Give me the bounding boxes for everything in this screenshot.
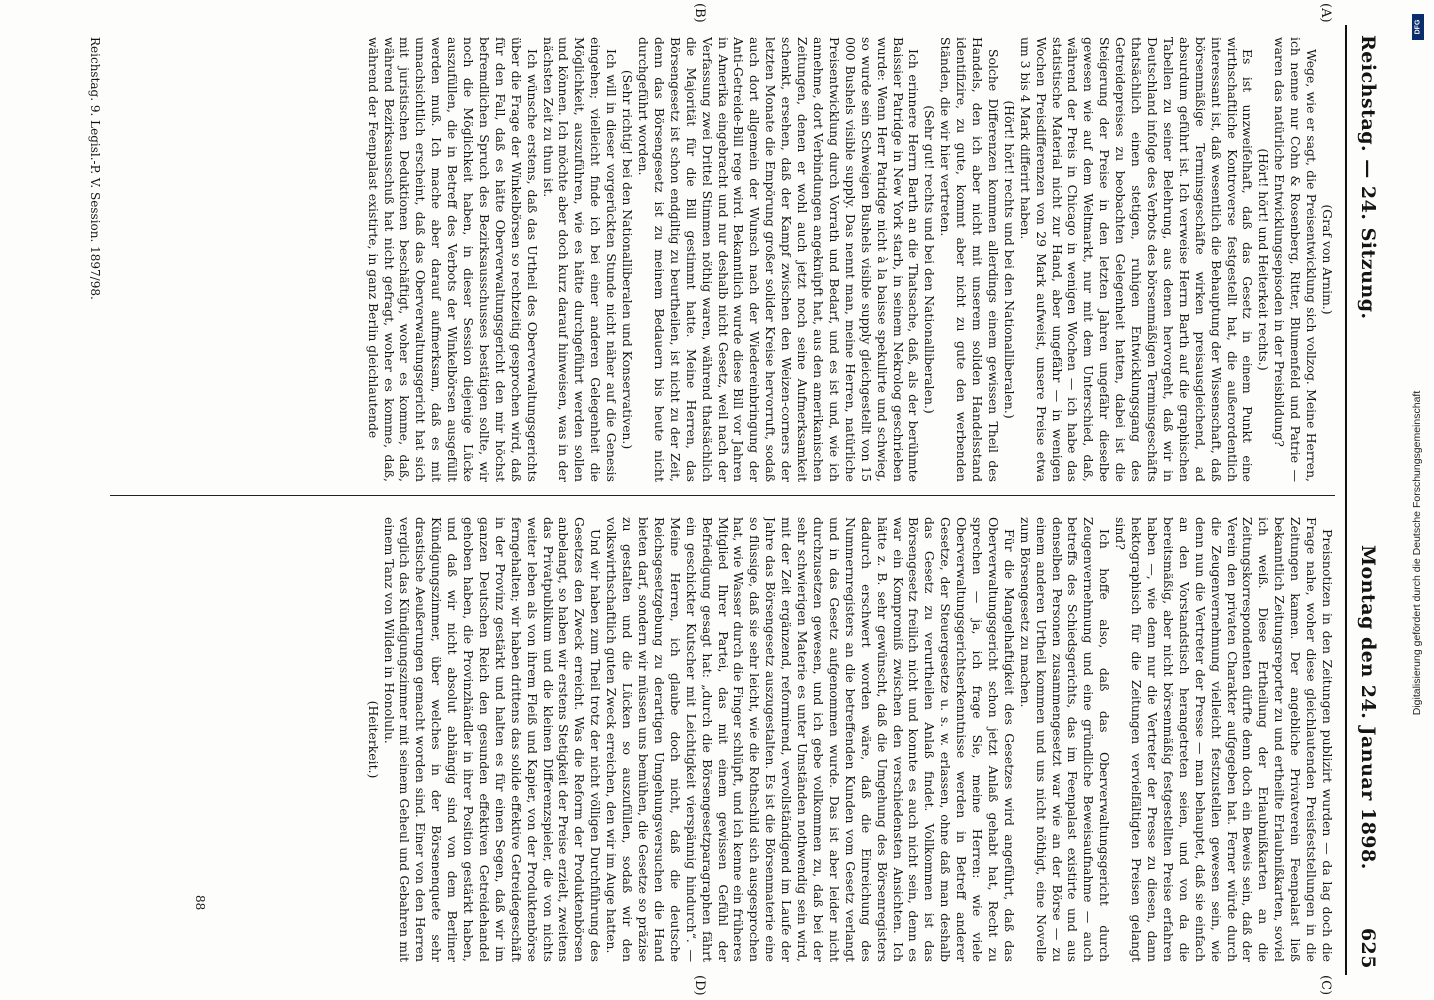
right-interjection: (Heiterkeit.)	[365, 700, 381, 779]
left-interjection: (Graf von Arnim.)	[1320, 204, 1335, 315]
left-paragraph: Solche Differenzen kommen allerdings einem gewissen Theil des Handels, den ich aber nicht mit unserem soliden Handelsstand identifizire, zu gute, kommt aber nicht zu gute den werbenden Ständen, die wir hier vertreten.	[938, 37, 1001, 482]
rotated-document	[27, 3, 1407, 996]
margin-marker-d: (D)	[692, 975, 707, 996]
right-paragraph: Und wir haben zum Theil trotz der nicht völligen Durchführung des Gesetzes den Zweck erreicht. Was die Reform der Produktenbörsen anbelangt, so haben wir erstens Stetigkeit der Preise erzielt, zweitens das Privatpublikum und die kleinen Differenzspieler, die von nichts weiter leben als von ihrem Fleiß und Kapier, von der Produktenbörse ferngehalten; wir haben drittens das solide effektive Getreidegeschäft in der Provinz gestärkt und halten es für einen Segen, daß wir im ganzen Deutschen Reich den gesunden effektiven Getreidehandel gehoben haben, die Provinzhändler in ihrer Position gestärkt haben, und daß wir nicht absolut abhängig sind von dem Berliner Kündigungszimmer, über welches in der Börsenenquete sehr drastische Aeußerungen gemacht worden sind. Einer von den Herren verglich das Kündigungszimmer mit seinem Geheul und Gebahren mit einem Tanz von Wilden in Honolulu.	[381, 517, 604, 962]
page-number: 625	[1357, 927, 1379, 969]
right-paragraph: Für die Mangelhaftigkeit des Gesetzes wird angeführt, daß das Oberverwaltungsgericht schon jetzt Anlaß gehabt hat, Recht zu sprechen — ja, ich frage Sie, meine Herren: wie viele Oberverwaltungsgerichtserkenntnisse werden in Betreff anderer Gesetze, der Steuergesetze u. s. w. erlassen, ohne daß man deshalb das Gesetz zu verurtheilen Anlaß findet. Vollkommen ist das Börsengesetz freilich nicht und konnte es auch nicht sein, denn es war ein Kompromiß zwischen den verschiedensten Ansichten. Ich hätte z. B. sehr gewünscht, daß die Umgehung des Börsenregisters dadurch erschwert worden wäre, daß die Einreichung des Nummernregisters an die betreffenden Kunden vom Gesetz verlangt und in das Gesetz aufgenommen wurde. Das ist aber leider nicht durchzusetzen gewesen, und ich gebe vollkommen zu, daß bei der sehr schwierigen Materie es unter Umständen nothwendig sein wird, mit der Zeit ergänzend, reformirend, vervollständigend im Laufe der Jahre das Börsengesetz auszugestalten. Es ist die Börsenmaterie eine so flüssige, daß sie sehr leicht, wie die Rothschild sich ausgesprochen hat, wie Wasser durch die Finger schlüpft, und ich kenne ein früheres Mitglied Ihrer Partei, das mit einem gewissen Gefühl der Befriedigung gesagt hat: „durch die Börsengesetzparagraphen fährt ein geschickter Kutscher mit Leichtigkeit vierspännig hindurch“. — Meine Herren, ich glaube doch nicht, daß die deutsche Reichsgesetzgebung zu derartigen Umgehungsversuchen die Hand bieten darf, sondern wir müssen uns bemühen, die Gesetze so präzise zu gestalten und die Lücken so auszufüllen, sodaß wir den volkswirthschaftlich guten Zweck erreichen, den wir im Auge hatten.	[604, 517, 1017, 962]
left-paragraph: Es ist unzweifelhaft, daß das Gesetz in einem Punkt eine wirthschaftliche Kontroverse festgestellt hat, die außerordentlich interessant ist, daß wesentlich die Behauptung der Wissenschaft, daß börsenmäßige Terminsgeschäfte wirken preisausgleichend, ad absurdum geführt ist. Ich verweise Herrn Barth auf die graphischen Tabellen zu seiner Belehrung, aus denen hervorgeht, daß wir in Deutschland infolge des Verbots des börsenmäßigen Terminsgeschäfts thatsächlich einen stetigen, ruhigen Entwicklungsgang des Getreidepreises zu beobachten Gelegenheit hatten, dabei ist die Steigerung der Preise in den letzten Jahren ungefähr dieselbe gewesen wie auf dem Weltmarkt, nur mit dem Unterschied, daß, während der Preis in Chicago in wenigen Wochen — ich habe das statistische Material nicht zur Hand, aber ungefähr — in wenigen Wochen Preisdifferenzen von 29 Mark aufweist, unsere Preise etwa um 3 bis 4 Mark differirt haben.	[1017, 37, 1256, 482]
left-column	[110, 37, 1335, 482]
header-left: Reichstag. — 24. Sitzung.	[1357, 35, 1379, 320]
column-divider	[110, 495, 1335, 496]
right-paragraph: Preisnotizen in den Zeitungen publizirt wurden — da lag doch die Frage nahe, woher diese gleichlautenden Preisfeststellungen in die Zeitungen kamen. Der angebliche Privatverein Feenpalast ließ bekanntlich Zeitungsreporter zu und ertheilte Erlaubnißkarten, soviel ich weiß. Diese Ertheilung der Erlaubnißkarten an die Zeitungskorrespondenten dürfte denn doch ein Beweis sein, daß der Verein den privaten Charakter aufgegeben hat. Ferner würde durch die Zeugenvernehmung vielleicht festzustellen gewesen sein, wie denn nun die Vertreter der Presse — man behauptet, daß sie einfach an den Vorstandstisch herangetreten seien, und von da die bereitsmäßig, aber nicht börsenmäßig festgestellten Preise erfahren haben —, wie denn nur die Vertreter der Presse zu diesen, dann hektographisch für die Zeitungen vervielfältigten Preisen gelangt sind?	[1113, 517, 1335, 962]
margin-marker-c: (C)	[1318, 975, 1333, 996]
left-interjection: (Sehr gut! rechts und bei den Nationalliberalen.)	[922, 105, 938, 414]
bottom-page-number: 88	[193, 895, 207, 911]
left-interjection: (Hört! hört! rechts und bei den Nationalliberalen.)	[1001, 100, 1017, 419]
dfg-logo-icon: DFG	[1412, 14, 1424, 40]
left-paragraph: Wege, wie er sagt, die Preisentwicklung sich vollzog. Meine Herren, ich nenne nur Cohn & Rosenberg, Ritter, Blumenfeld und Patrie — waren das natürliche Entwicklungsepisoden in der Preisbildung?	[1272, 37, 1320, 482]
right-column	[110, 517, 1335, 962]
header-date: Montag den 24. Januar 1898.	[1357, 545, 1379, 870]
dfg-credit-text: Digitalisierung gefördert durch die Deutsche Forschungsgemeinschaft	[1411, 390, 1423, 716]
left-paragraph: Ich wünsche erstens, daß das Urtheil des Oberverwaltungsgerichts über die Frage der Winkelbörsen so rechtzeitig gesprochen wird, daß für den Fall, daß es hätte Oberverwaltungsgericht den mir höchst befremdlichen Spruch des Bezirksausschusses bestätigen sollte, wir noch die Möglichkeit haben, in dieser Session diejenige Lücke auszufüllen, die in Betreff des Verbots der Winkelbörsen ausgefüllt werden muß. Ich mache aber darauf aufmerksam, daß es mit unnachsichtlich erscheint, daß das Oberverwaltungsgericht hat sich mit juristischen Deduktionen beschäftigt, woher es komme, daß, während Bezirksausschuß hat nicht gefragt, woher es komme, daß, während der Feenpalast existirte, in ganz Berlin gleichlautende	[365, 37, 540, 482]
left-interjection: (Hört! hört! und Heiterkeit rechts.)	[1256, 148, 1272, 371]
running-header	[1345, 25, 1379, 975]
left-paragraph: Ich erinnere Herrn Barth an die Thatsache, daß, als der berühmte Baissier Patridge in New York starb, in seinem Nekrolog geschrieben wurde: Wenn Herr Patridge nicht à la baisse spekulirte und schwieg, so wurde sein Schweigen Bushels visible supply gleichgestellt von 15 000 Bushels visible supply. Das nennt man, meine Herren, natürliche Preisentwicklung durch Vorrath und Bedarf, und es ist und, wie ich annehme, dort Verbindungen angeknüpft hat, aus den amerikanischen Zeitungen, denen er wohl auch jetzt noch seine Aufmerksamkeit schenkt, ersehen, daß der Kampf zwischen den Weizen-corners der letzten Monate die Empörung großer solider Kreise hervorruft, sodaß auch dort allgemein der Wunsch nach der Wiedereinbringung der Anti-Getreide-Bill rege wird. Bekanntlich wurde diese Bill vor Jahren in Amerika eingebracht und nur deshalb nicht Gesetz, weil nach der Verfassung zwei Drittel Stimmen nöthig waren, während thatsächlich die Majorität für die Bill gestimmt hatte. Meine Herren, das Börsengesetz ist schon endgiltig zu beurtheilen, ist nicht zu der Zeit, denn das Börsengesetz ist zu meinem Bedauern bis heute nicht durchgeführt worden.	[636, 37, 922, 482]
left-paragraph: Ich will in dieser vorgerückten Stunde nicht näher auf die Genesis eingehen; vielleicht finde ich bei einer anderen Gelegenheit die Möglichkeit, auszuführen, wie es hätte durchgeführt werden sollen und können. Ich möchte aber doch kurz darauf hinweisen, was in der nächsten Zeit zu thun ist.	[540, 37, 620, 482]
margin-marker-b: (B)	[692, 3, 707, 23]
left-interjection: (Sehr richtig! bei den Nationalliberalen und Konservativen.)	[620, 69, 636, 450]
right-paragraph: Ich hoffe also, daß das Oberverwaltungsgericht durch Zeugenvernehmung und eine gründliche Beweisaufnahme — auch betreffs des Schiedsgerichts, das im Feenpalast existirte und aus denselben Personen zusammengesetzt war wie an der Börse — zu einem anderen Urtheil kommen und uns nicht nöthigt, eine Novelle zum Börsengesetz zu machen.	[1017, 517, 1113, 962]
header-rule	[1345, 25, 1347, 975]
dfg-sidebar	[1404, 8, 1430, 993]
margin-marker-a: (A)	[1318, 3, 1333, 23]
footer-session: Reichstag. 9. Legisl.-P. V. Session. 1897/98.	[88, 37, 102, 300]
